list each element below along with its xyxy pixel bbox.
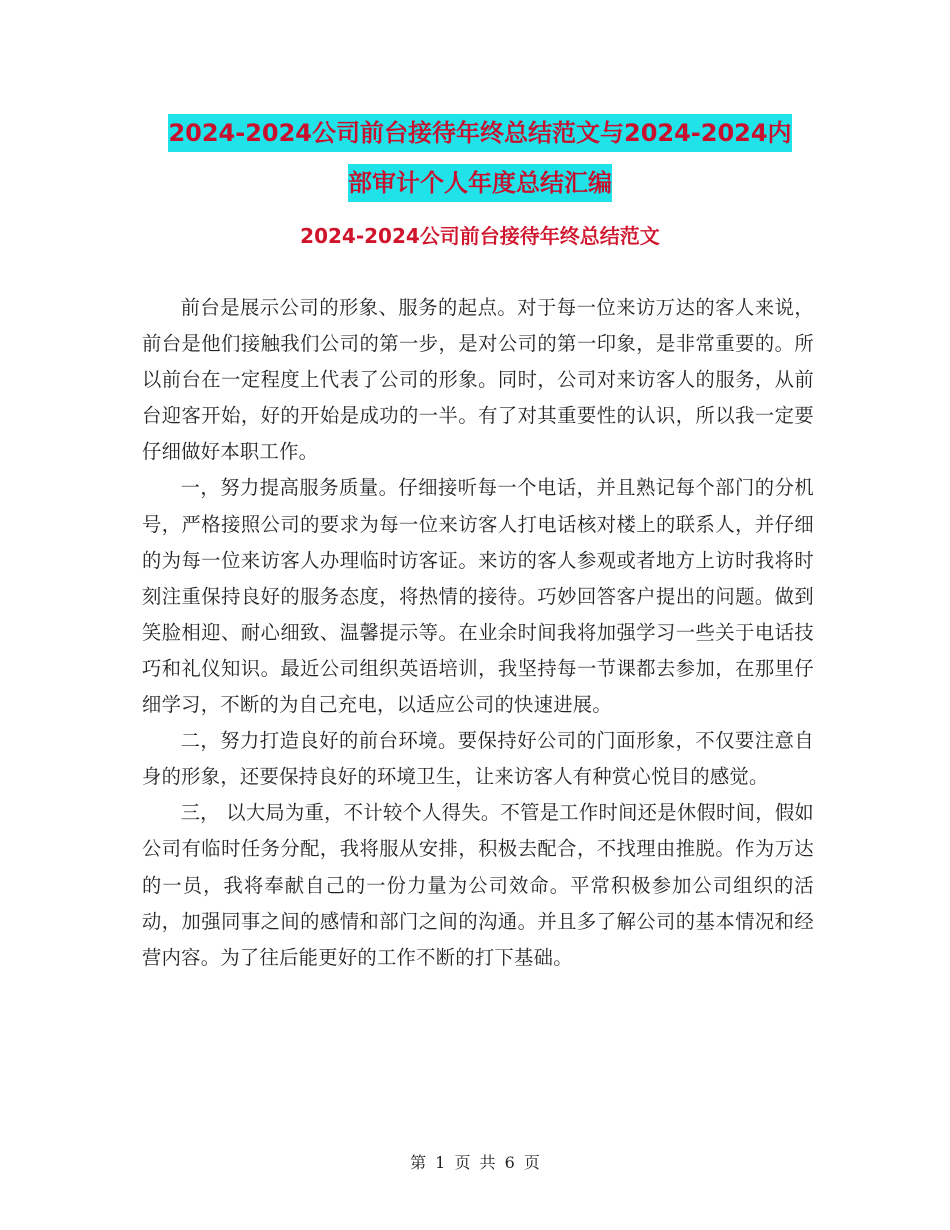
title-line-2: 部审计个人年度总结汇编 <box>348 164 612 202</box>
paragraph-intro: 前台是展示公司的形象、服务的起点。对于每一位来访万达的客人来说，前台是他们接触我们公司的第一步，是对公司的第一印象，是非常重要的。所以前台在一定程度上代表了公司的形象。同时，公司对来访客人的服务，从前台迎客开始，好的开始是成功的一半。有了对其重要性的认识，所以我一定要仔细做好本职工作。 <box>142 296 814 464</box>
page-number: 第 1 页 共 6 页 <box>410 1153 540 1172</box>
section-title: 2024-2024公司前台接待年终总结范文 <box>300 224 660 248</box>
paragraph-service-quality: 一，努力提高服务质量。仔细接听每一个电话，并且熟记每个部门的分机号，严格接照公司的要求为每一位来访客人打电话核对楼上的联系人，并仔细的为每一位来访客人办理临时访客证。来访的客人参观或者地方上访时我将时刻注重保持良好的服务态度，将热情的接待。巧妙回答客户提出的问题。做到笑脸相迎、耐心细致、温馨提示等。在业余时间我将加强学习一些关于电话技巧和礼仪知识。最近公司组织英语培训，我坚持每一节课都去参加，在那里仔细学习，不断的为自己充电，以适应公司的快速进展。 <box>142 476 814 717</box>
title-line-1: 2024-2024公司前台接待年终总结范文与2024-2024内 <box>168 114 791 152</box>
document-title <box>150 108 810 208</box>
paragraph-environment: 二，努力打造良好的前台环境。要保持好公司的门面形象，不仅要注意自身的形象，还要保持良好的环境卫生，让来访客人有种赏心悦目的感觉。 <box>142 729 814 789</box>
paragraph-teamwork: 三， 以大局为重，不计较个人得失。不管是工作时间还是休假时间，假如公司有临时任务分配，我将服从安排，积极去配合，不找理由推脱。作为万达的一员，我将奉献自己的一份力量为公司效命。平常积极参加公司组织的活动，加强同事之间的感情和部门之间的沟通。并且多了解公司的基本情况和经营内容。为了往后能更好的工作不断的打下基础。 <box>142 801 814 969</box>
document-body <box>142 290 814 976</box>
